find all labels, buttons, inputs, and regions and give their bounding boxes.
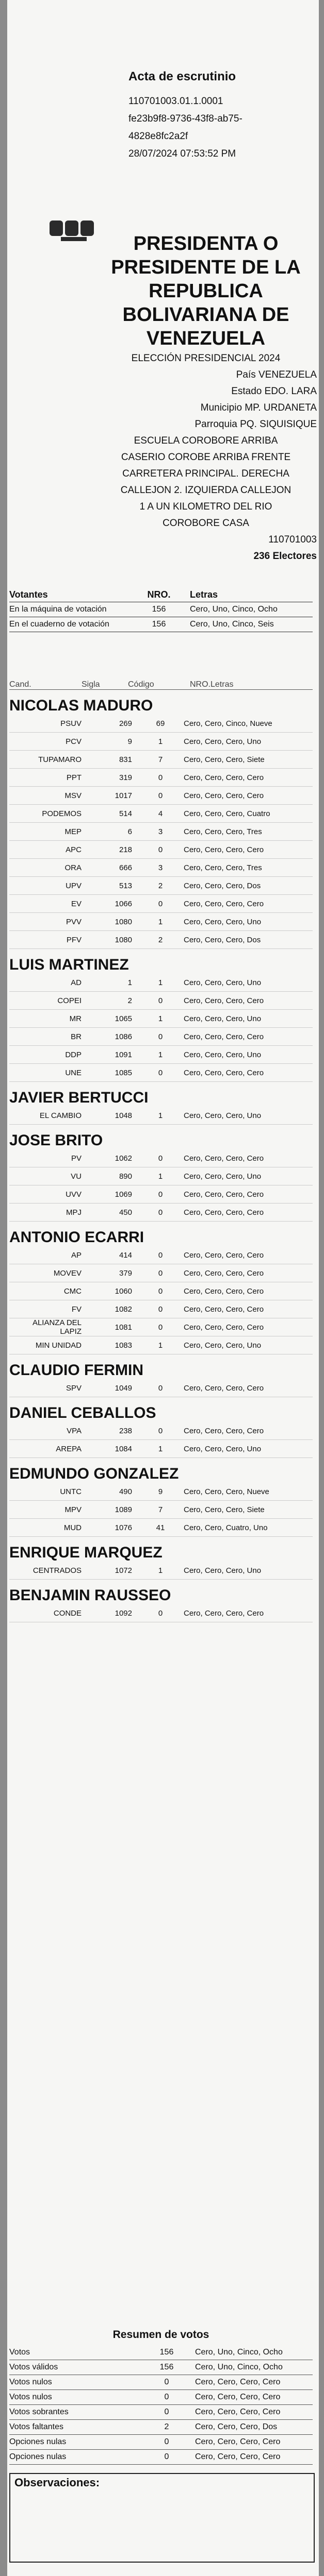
table-row <box>9 877 313 895</box>
party-letras: Cero, Cero, Cero, Cero <box>184 773 264 782</box>
table-row <box>9 1501 313 1519</box>
resumen-letras: Cero, Cero, Cero, Cero <box>195 2408 281 2416</box>
resumen-nro: 0 <box>164 2437 169 2446</box>
party-sigla: FV <box>71 1304 82 1314</box>
party-letras: Cero, Cero, Cero, Cero <box>184 1304 264 1314</box>
header-block <box>7 57 319 582</box>
candidate-name: JAVIER BERTUCCI <box>9 1089 149 1106</box>
table-row <box>9 2360 313 2375</box>
resumen-letras: Cero, Cero, Cero, Cero <box>195 2437 281 2446</box>
party-codigo: 6 <box>127 827 132 836</box>
party-codigo: 490 <box>119 1487 132 1496</box>
party-sigla: VU <box>71 1172 82 1181</box>
party-codigo: 1065 <box>115 1014 132 1023</box>
table-row <box>9 1204 313 1222</box>
party-codigo: 1076 <box>115 1523 132 1532</box>
table-row <box>9 602 313 617</box>
table-row <box>9 1028 313 1046</box>
table-row <box>9 895 313 913</box>
party-sigla: TUPAMARO <box>38 755 82 764</box>
table-row <box>9 733 313 751</box>
party-letras: Cero, Cero, Cero, Cero <box>184 1154 264 1163</box>
party-codigo: 1091 <box>115 1050 132 1059</box>
table-row <box>9 1562 313 1580</box>
candidates-header-siglas: Sigla <box>82 680 100 689</box>
candidates-header-nro: NRO. <box>190 680 210 689</box>
party-nro: 0 <box>158 1286 163 1296</box>
acta-title: Acta de escrutinio <box>128 70 236 83</box>
party-letras: Cero, Cero, Cero, Uno <box>184 1341 262 1350</box>
party-sigla: PPT <box>66 773 82 782</box>
party-letras: Cero, Cero, Cero, Uno <box>184 978 262 987</box>
table-row <box>9 1064 313 1082</box>
votantes-col1: Votantes <box>9 589 48 600</box>
table-row <box>9 1282 313 1300</box>
party-codigo: 1060 <box>115 1286 132 1296</box>
office-title-5: VENEZUELA <box>146 328 266 349</box>
votantes-label: En la máquina de votación <box>9 605 107 614</box>
candidate-name: BENJAMIN RAUSSEO <box>9 1587 171 1604</box>
table-row <box>9 1185 313 1204</box>
table-row <box>9 1440 313 1458</box>
party-sigla: PVV <box>66 917 82 926</box>
party-codigo: 1062 <box>115 1154 132 1163</box>
party-codigo: 1086 <box>115 1032 132 1041</box>
table-row <box>9 787 313 805</box>
observaciones-label: Observaciones: <box>14 2476 100 2489</box>
party-nro: 1 <box>158 1050 163 1059</box>
party-nro: 0 <box>158 791 163 800</box>
acta-datetime: 28/07/2024 07:53:52 PM <box>128 148 236 159</box>
office-title-4: BOLIVARIANA DE <box>122 304 289 326</box>
resumen-letras: Cero, Cero, Cero, Cero <box>195 2452 281 2461</box>
acta-identifiers <box>128 93 304 163</box>
table-row <box>9 1519 313 1537</box>
table-row <box>9 805 313 823</box>
party-nro: 0 <box>158 899 163 908</box>
party-letras: Cero, Cero, Cero, Cero <box>184 1426 264 1435</box>
table-row <box>9 1336 313 1354</box>
resumen-label: Votos <box>9 2348 30 2357</box>
party-letras: Cero, Cero, Cero, Dos <box>184 935 261 944</box>
party-codigo: 1089 <box>115 1505 132 1514</box>
resumen-nro: 0 <box>164 2393 169 2401</box>
candidate-name: DANIEL CEBALLOS <box>9 1404 156 1421</box>
party-nro: 0 <box>158 1383 163 1393</box>
party-nro: 1 <box>158 1341 163 1350</box>
resumen-title: Resumen de votos <box>112 2329 209 2341</box>
party-letras: Cero, Cero, Cero, Cero <box>184 1190 264 1199</box>
party-codigo: 269 <box>119 719 132 728</box>
resumen-letras: Cero, Cero, Cero, Cero <box>195 2393 281 2401</box>
party-codigo: 9 <box>127 737 132 746</box>
table-row <box>9 1046 313 1064</box>
table-row <box>9 1483 313 1501</box>
observaciones-box <box>9 2473 315 2563</box>
party-codigo: 1081 <box>115 1323 132 1332</box>
table-row <box>9 913 313 931</box>
party-codigo: 1066 <box>115 899 132 908</box>
resumen-section <box>9 2329 313 2465</box>
table-row <box>9 1318 313 1336</box>
party-letras: Cero, Cero, Cero, Cero <box>184 1250 264 1260</box>
table-row <box>9 1300 313 1318</box>
resumen-nro: 0 <box>164 2452 169 2461</box>
party-sigla: SPV <box>66 1383 82 1393</box>
party-sigla: MUD <box>63 1523 82 1532</box>
resumen-nro: 2 <box>164 2422 169 2431</box>
party-sigla: MOVEV <box>53 1268 82 1278</box>
party-codigo: 1084 <box>115 1444 132 1453</box>
party-letras: Cero, Cero, Cero, Uno <box>184 1172 262 1181</box>
candidates-section <box>9 680 313 1622</box>
resumen-rows <box>9 2345 313 2465</box>
candidate-name: EDMUNDO GONZALEZ <box>9 1465 179 1482</box>
party-sigla: MPV <box>64 1505 82 1514</box>
party-codigo: 1092 <box>115 1608 132 1618</box>
party-nro: 1 <box>158 1566 163 1575</box>
table-row <box>9 2375 313 2390</box>
party-codigo: 1 <box>127 978 132 987</box>
party-codigo: 1080 <box>115 917 132 926</box>
table-row <box>9 2450 313 2465</box>
office-title-1: PRESIDENTA O <box>133 233 279 255</box>
party-codigo: 1085 <box>115 1068 132 1077</box>
escuela-2: CASERIO COROBE ARRIBA FRENTE <box>121 452 291 463</box>
party-letras: Cero, Cero, Cero, Cero <box>184 1208 264 1217</box>
table-row <box>9 841 313 859</box>
party-codigo: 1017 <box>115 791 132 800</box>
candidate-name: CLAUDIO FERMIN <box>9 1362 143 1379</box>
table-row <box>9 1379 313 1397</box>
candidates-header-cand: Cand. <box>9 680 31 689</box>
party-codigo: 666 <box>119 863 132 872</box>
party-letras: Cero, Cero, Cero, Cero <box>184 899 264 908</box>
acta-line1: 110701003.01.1.0001 <box>128 96 223 107</box>
party-nro: 0 <box>158 773 163 782</box>
electores: 236 Electores <box>253 551 317 562</box>
votantes-letras: Cero, Uno, Cinco, Ocho <box>190 605 278 614</box>
party-sigla: PFV <box>66 935 82 944</box>
party-sigla: ALIANZA DEL LAPIZ <box>32 1318 82 1336</box>
votantes-letras: Cero, Uno, Cinco, Seis <box>190 620 274 629</box>
party-sigla: UVV <box>66 1190 82 1199</box>
table-row <box>9 2405 313 2420</box>
candidate-name: JOSE BRITO <box>9 1132 103 1149</box>
resumen-nro: 156 <box>159 2348 174 2357</box>
table-row <box>9 823 313 841</box>
party-sigla: MEP <box>64 827 82 836</box>
party-sigla: CONDE <box>53 1608 82 1618</box>
table-row <box>9 2345 313 2360</box>
party-nro: 69 <box>156 719 165 728</box>
table-row <box>9 2420 313 2435</box>
party-letras: Cero, Cero, Cero, Dos <box>184 881 261 890</box>
table-row <box>9 992 313 1010</box>
codigo: 110701003 <box>268 534 317 545</box>
party-codigo: 1049 <box>115 1383 132 1393</box>
party-letras: Cero, Cero, Cinco, Nueve <box>184 719 272 728</box>
party-nro: 1 <box>158 978 163 987</box>
party-nro: 1 <box>158 1111 163 1120</box>
table-row <box>9 617 313 632</box>
party-sigla: CMC <box>63 1286 82 1296</box>
resumen-nro: 0 <box>164 2408 169 2416</box>
party-codigo: 890 <box>119 1172 132 1181</box>
table-row <box>9 931 313 949</box>
table-row <box>9 1604 313 1622</box>
escuela-1: ESCUELA COROBORE ARRIBA <box>134 435 278 446</box>
resumen-label: Votos faltantes <box>9 2422 63 2431</box>
party-nro: 7 <box>158 1505 163 1514</box>
party-sigla: CENTRADOS <box>33 1566 82 1575</box>
party-letras: Cero, Cero, Cero, Uno <box>184 1014 262 1023</box>
table-row <box>9 1246 313 1264</box>
party-nro: 1 <box>158 1014 163 1023</box>
party-nro: 0 <box>158 1190 163 1199</box>
office-block <box>95 232 317 565</box>
party-letras: Cero, Cero, Cero, Cero <box>184 1608 264 1618</box>
party-nro: 0 <box>158 1250 163 1260</box>
party-letras: Cero, Cero, Cero, Uno <box>184 1111 262 1120</box>
party-nro: 0 <box>158 1608 163 1618</box>
party-codigo: 514 <box>119 809 132 818</box>
party-letras: Cero, Cero, Cero, Cero <box>184 845 264 854</box>
party-sigla: PODEMOS <box>42 809 82 818</box>
party-nro: 41 <box>156 1523 165 1532</box>
resumen-label: Votos válidos <box>9 2363 58 2371</box>
municipio: Municipio MP. URDANETA <box>200 402 317 413</box>
party-nro: 0 <box>158 1426 163 1435</box>
party-codigo: 1072 <box>115 1566 132 1575</box>
party-sigla: UNTC <box>60 1487 82 1496</box>
resumen-label: Votos nulos <box>9 2378 52 2386</box>
party-letras: Cero, Cero, Cero, Cero <box>184 1068 264 1077</box>
escuela-6: COROBORE CASA <box>163 518 249 529</box>
party-nro: 0 <box>158 996 163 1005</box>
resumen-letras: Cero, Uno, Cinco, Ocho <box>195 2348 283 2357</box>
party-letras: Cero, Cero, Cero, Siete <box>184 1505 265 1514</box>
party-sigla: MIN UNIDAD <box>35 1341 82 1350</box>
table-row <box>9 1107 313 1125</box>
party-nro: 2 <box>158 935 163 944</box>
votantes-nro: 156 <box>152 620 166 629</box>
votantes-col3: Letras <box>190 589 218 600</box>
party-letras: Cero, Cero, Cuatro, Uno <box>184 1523 268 1532</box>
party-nro: 3 <box>158 827 163 836</box>
party-sigla: PV <box>71 1154 82 1163</box>
escuela-4: CALLEJON 2. IZQUIERDA CALLEJON <box>120 485 291 496</box>
party-letras: Cero, Cero, Cero, Cuatro <box>184 809 270 818</box>
candidate-name: ANTONIO ECARRI <box>9 1229 144 1246</box>
party-letras: Cero, Cero, Cero, Cero <box>184 996 264 1005</box>
party-letras: Cero, Cero, Cero, Tres <box>184 827 262 836</box>
resumen-label: Opciones nulas <box>9 2437 67 2446</box>
party-codigo: 831 <box>119 755 132 764</box>
resumen-letras: Cero, Uno, Cinco, Ocho <box>195 2363 283 2371</box>
party-nro: 0 <box>158 1154 163 1163</box>
party-codigo: 513 <box>119 881 132 890</box>
party-nro: 0 <box>158 1068 163 1077</box>
pais: País VENEZUELA <box>236 369 317 380</box>
party-letras: Cero, Cero, Cero, Nueve <box>184 1487 269 1496</box>
acta-line2: fe23b9f8-9736-43f8-ab75- <box>128 113 242 124</box>
party-letras: Cero, Cero, Cero, Cero <box>184 1286 264 1296</box>
election-name: ELECCIÓN PRESIDENCIAL 2024 <box>131 353 281 364</box>
party-letras: Cero, Cero, Cero, Cero <box>184 1323 264 1332</box>
party-letras: Cero, Cero, Cero, Uno <box>184 917 262 926</box>
party-nro: 1 <box>158 917 163 926</box>
party-sigla: DDP <box>65 1050 82 1059</box>
office-title-2: PRESIDENTE DE LA <box>111 257 301 278</box>
table-row <box>9 1264 313 1282</box>
party-sigla: EL CAMBIO <box>39 1111 82 1120</box>
votantes-nro: 156 <box>152 605 166 614</box>
party-sigla: APC <box>66 845 82 854</box>
party-sigla: COPEI <box>57 996 82 1005</box>
resumen-nro: 156 <box>159 2363 174 2371</box>
party-nro: 1 <box>158 1172 163 1181</box>
candidate-name: NICOLAS MADURO <box>9 697 153 714</box>
party-nro: 0 <box>158 845 163 854</box>
resumen-letras: Cero, Cero, Cero, Cero <box>195 2378 281 2386</box>
party-letras: Cero, Cero, Cero, Cero <box>184 791 264 800</box>
party-codigo: 218 <box>119 845 132 854</box>
party-nro: 7 <box>158 755 163 764</box>
party-codigo: 450 <box>119 1208 132 1217</box>
party-sigla: UPV <box>66 881 82 890</box>
table-row <box>9 859 313 877</box>
party-codigo: 1082 <box>115 1304 132 1314</box>
party-sigla: MSV <box>64 791 82 800</box>
party-sigla: BR <box>71 1032 82 1041</box>
table-row <box>9 2435 313 2450</box>
party-sigla: AREPA <box>56 1444 82 1453</box>
party-codigo: 1048 <box>115 1111 132 1120</box>
party-nro: 1 <box>158 1444 163 1453</box>
party-sigla: MPJ <box>66 1208 82 1217</box>
table-row <box>9 1149 313 1167</box>
party-codigo: 1083 <box>115 1341 132 1350</box>
party-nro: 0 <box>158 1323 163 1332</box>
party-letras: Cero, Cero, Cero, Uno <box>184 1566 262 1575</box>
table-row <box>9 1422 313 1440</box>
votantes-table <box>9 587 313 632</box>
party-letras: Cero, Cero, Cero, Cero <box>184 1383 264 1393</box>
party-nro: 0 <box>158 1032 163 1041</box>
party-letras: Cero, Cero, Cero, Tres <box>184 863 262 872</box>
candidates-header-codigo: Código <box>128 680 154 689</box>
party-nro: 3 <box>158 863 163 872</box>
office-title-3: REPUBLICA <box>149 280 263 302</box>
party-letras: Cero, Cero, Cero, Uno <box>184 737 262 746</box>
estado: Estado EDO. LARA <box>231 386 317 397</box>
party-nro: 4 <box>158 809 163 818</box>
party-sigla: UNE <box>65 1068 82 1077</box>
party-codigo: 1069 <box>115 1190 132 1199</box>
resumen-nro: 0 <box>164 2378 169 2386</box>
party-letras: Cero, Cero, Cero, Cero <box>184 1268 264 1278</box>
acta-line3: 4828e8fc2a2f <box>128 131 188 142</box>
party-codigo: 2 <box>127 996 132 1005</box>
escuela-3: CARRETERA PRINCIPAL. DERECHA <box>122 468 289 479</box>
party-codigo: 238 <box>119 1426 132 1435</box>
candidate-name: ENRIQUE MARQUEZ <box>9 1544 163 1561</box>
party-nro: 0 <box>158 1304 163 1314</box>
candidates-header-row <box>9 680 313 690</box>
party-letras: Cero, Cero, Cero, Uno <box>184 1444 262 1453</box>
resumen-label: Votos sobrantes <box>9 2408 69 2416</box>
candidate-name: LUIS MARTINEZ <box>9 956 129 973</box>
party-codigo: 319 <box>119 773 132 782</box>
party-sigla: AD <box>71 978 82 987</box>
party-nro: 0 <box>158 1208 163 1217</box>
party-codigo: 1080 <box>115 935 132 944</box>
resumen-label: Opciones nulas <box>9 2452 67 2461</box>
party-nro: 2 <box>158 881 163 890</box>
parroquia: Parroquia PQ. SIQUISIQUE <box>195 419 317 430</box>
right-edge <box>319 0 324 2576</box>
escuela-5: 1 A UN KILOMETRO DEL RIO <box>139 501 272 512</box>
table-row <box>9 751 313 769</box>
party-sigla: AP <box>71 1250 82 1260</box>
table-row <box>9 2390 313 2405</box>
votantes-col2: NRO. <box>147 589 171 600</box>
party-sigla: PCV <box>66 737 82 746</box>
table-row <box>9 1010 313 1028</box>
resumen-letras: Cero, Cero, Cero, Dos <box>195 2422 278 2431</box>
party-nro: 9 <box>158 1487 163 1496</box>
party-nro: 0 <box>158 1268 163 1278</box>
party-sigla: PSUV <box>60 719 82 728</box>
party-sigla: EV <box>71 899 82 908</box>
votantes-label: En el cuaderno de votación <box>9 620 109 629</box>
party-nro: 1 <box>158 737 163 746</box>
table-row <box>9 974 313 992</box>
party-sigla: MR <box>69 1014 82 1023</box>
left-edge <box>0 0 7 2576</box>
party-sigla: VPA <box>67 1426 82 1435</box>
party-codigo: 414 <box>119 1250 132 1260</box>
votantes-header-row <box>9 587 313 602</box>
table-row <box>9 715 313 733</box>
resumen-label: Votos nulos <box>9 2393 52 2401</box>
party-sigla: ORA <box>64 863 82 872</box>
party-codigo: 379 <box>119 1268 132 1278</box>
candidates-header-letras: Letras <box>210 680 234 689</box>
party-letras: Cero, Cero, Cero, Cero <box>184 1032 264 1041</box>
party-letras: Cero, Cero, Cero, Uno <box>184 1050 262 1059</box>
table-row <box>9 769 313 787</box>
party-letras: Cero, Cero, Cero, Siete <box>184 755 265 764</box>
table-row <box>9 1167 313 1185</box>
